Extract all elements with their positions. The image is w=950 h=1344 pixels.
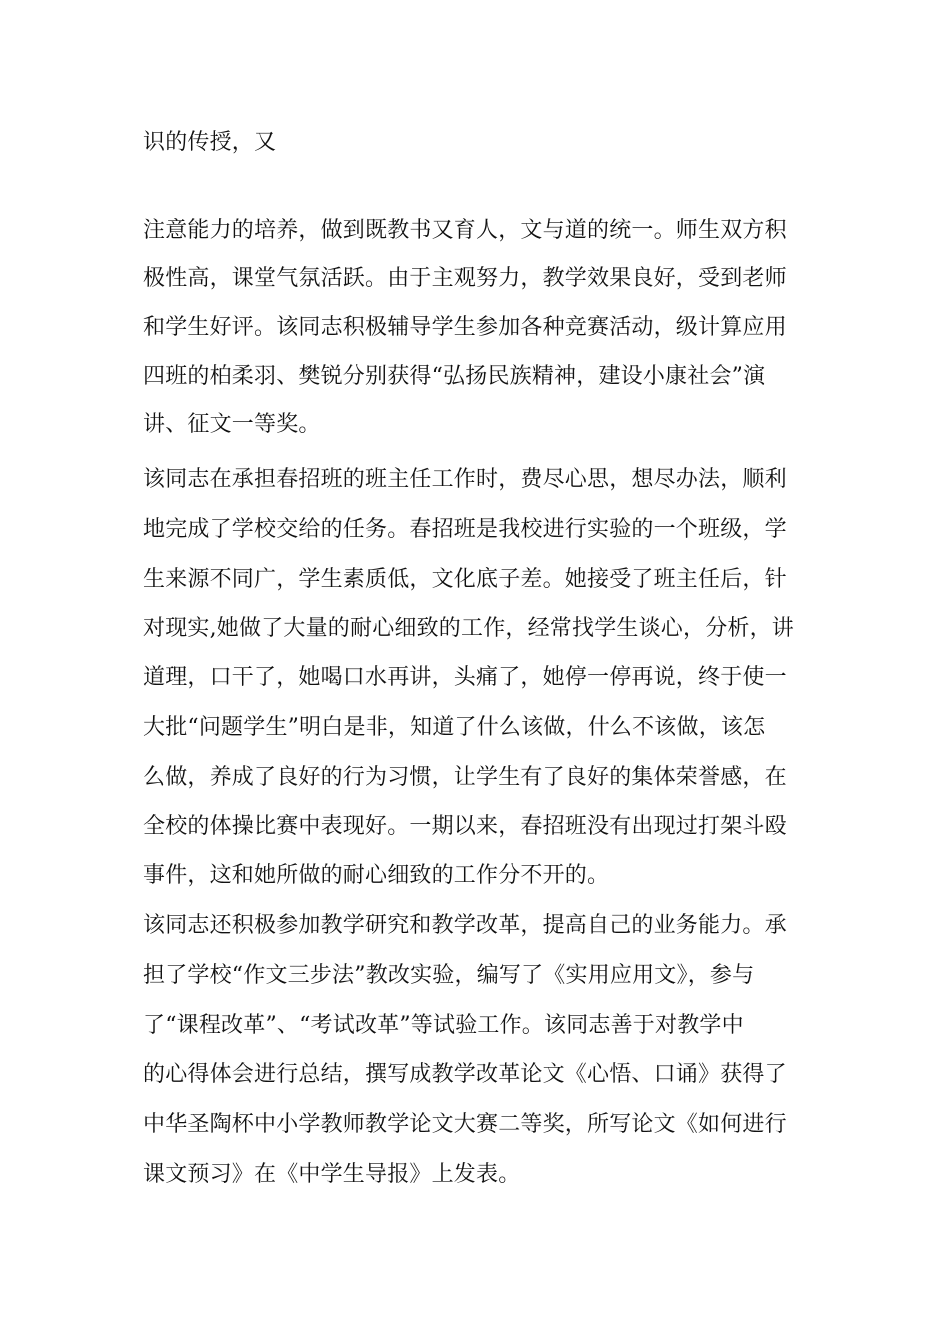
text-line: 讲、征文一等奖。	[143, 412, 321, 437]
text-line: 道理，口干了，她喝口水再讲，头痛了，她停一停再说，终于使一	[143, 665, 787, 690]
text-line: 担了学校“作文三步法”教改实验，编写了《实用应用文》，参与	[143, 963, 755, 988]
text-line: 地完成了学校交给的任务。春招班是我校进行实验的一个班级，学	[143, 517, 787, 542]
text-line: 识的传授，又	[143, 130, 277, 155]
text-line: 该同志在承担春招班的班主任工作时，费尽心思，想尽办法，顺利	[143, 467, 787, 492]
text-line: 了“课程改革”、“考试改革”等试验工作。该同志善于对教学中	[143, 1013, 744, 1038]
text-line: 么做，养成了良好的行为习惯，让学生有了良好的集体荣誉感，在	[143, 765, 787, 790]
text-line: 全校的体操比赛中表现好。一期以来，春招班没有出现过打架斗殴	[143, 814, 787, 839]
text-line: 事件，这和她所做的耐心细致的工作分不开的。	[143, 863, 610, 888]
text-line: 四班的柏柔羽、樊锐分别获得“弘扬民族精神，建设小康社会”演	[143, 364, 766, 389]
text-line: 大批“问题学生”明白是非，知道了什么该做，什么不该做，该怎	[143, 715, 766, 740]
text-line: 极性高，课堂气氛活跃。由于主观努力，教学效果良好，受到老师	[143, 266, 787, 291]
text-line: 和学生好评。该同志积极辅导学生参加各种竞赛活动，级计算应用	[143, 315, 787, 340]
text-line: 课文预习》在《中学生导报》上发表。	[143, 1162, 521, 1187]
text-line: 生来源不同广，学生素质低，文化底子差。她接受了班主任后，针	[143, 567, 787, 592]
text-line: 该同志还积极参加教学研究和教学改革，提高自己的业务能力。承	[143, 913, 787, 938]
text-line: 注意能力的培养，做到既教书又育人，文与道的统一。师生双方积	[143, 218, 787, 243]
text-line: 中华圣陶杯中小学教师教学论文大赛二等奖，所写论文《如何进行	[143, 1112, 787, 1137]
text-line: 的心得体会进行总结，撰写成教学改革论文《心悟、口诵》获得了	[143, 1062, 787, 1087]
text-line: 对现实,她做了大量的耐心细致的工作，经常找学生谈心，分析，讲	[143, 616, 794, 641]
